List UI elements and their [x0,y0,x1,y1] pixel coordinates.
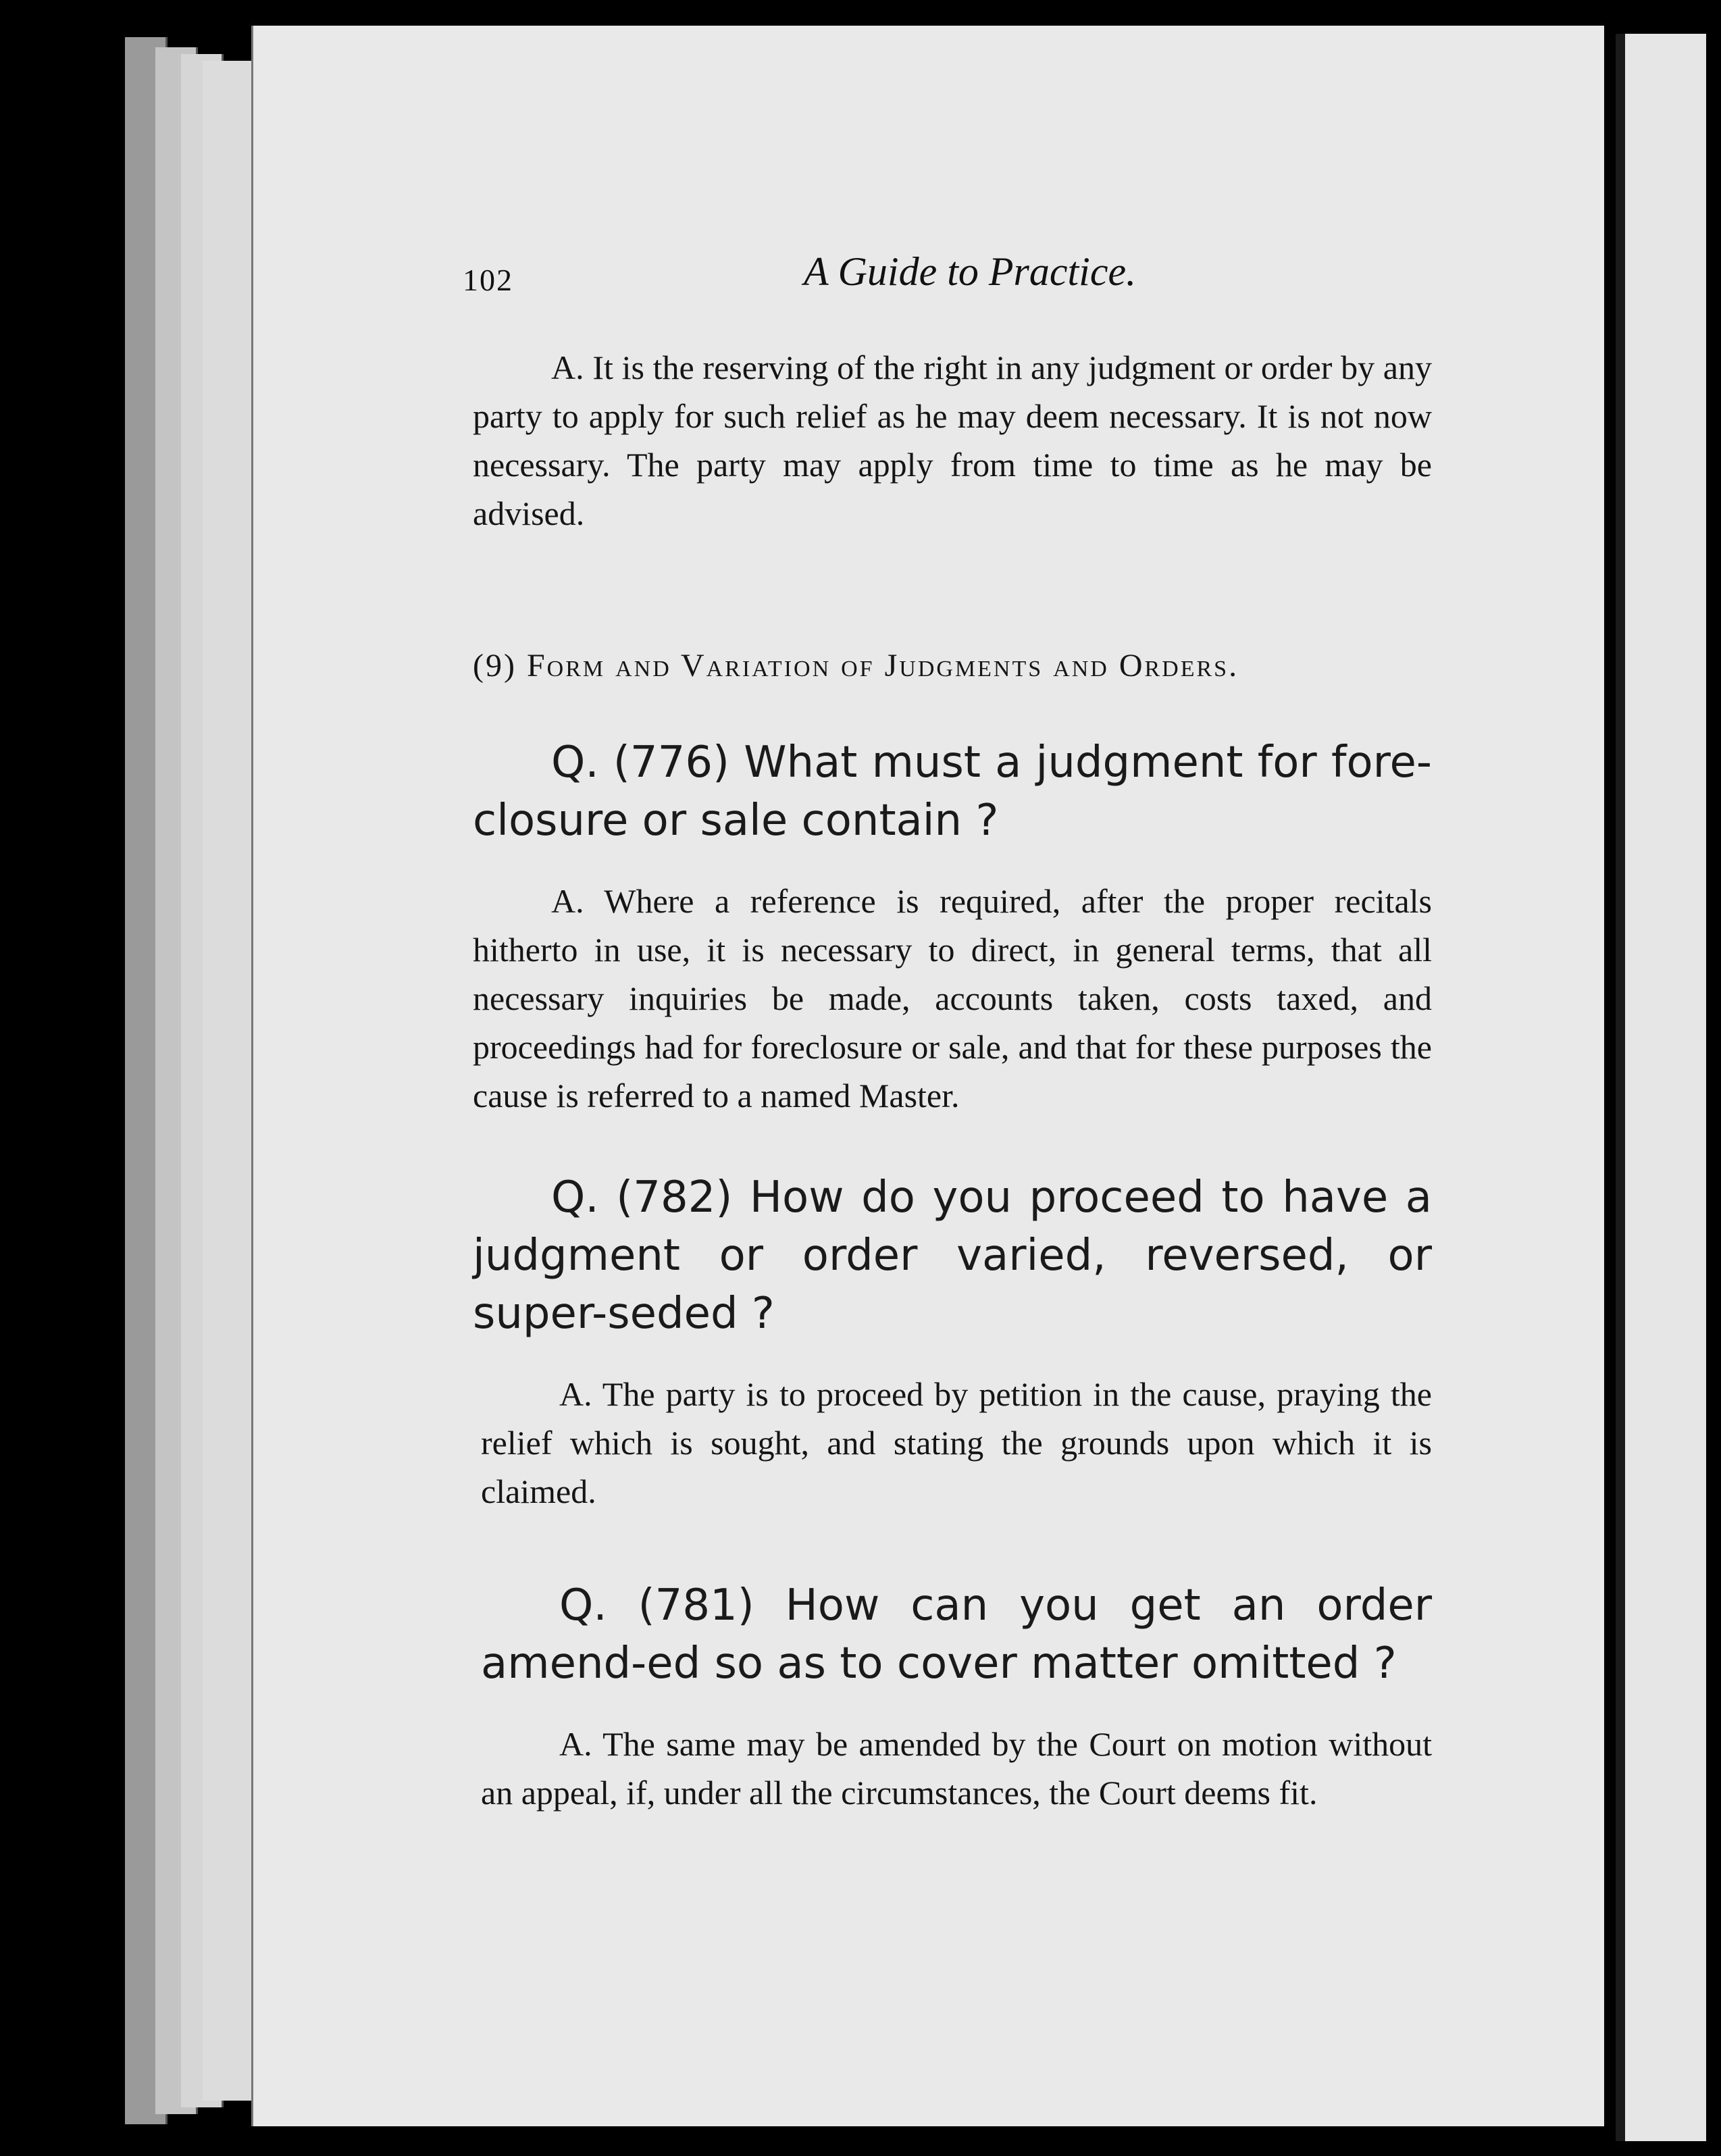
page-body [473,343,1432,1817]
page-edge [203,61,259,2101]
running-title: A Guide to Practice. [804,249,1137,294]
question-776: Q. (776) What must a judgment for fore-closure or sale contain ? [473,738,1432,846]
section-heading: (9) Form and Variation of Judgments and Orders. [473,648,1239,684]
answer-782: A. The party is to proceed by petition in the cause, praying the relief which is sought, and stating the grounds upon which it is claimed. [481,1375,1432,1510]
answer-781: A. The same may be amended by the Court on motion without an appeal, if, under all the circumstances, the Court deems fit. [481,1725,1432,1812]
answer-776: A. Where a reference is required, after the proper recitals hitherto in use, it is necessary to direct, in general terms, that all necessary inquiries be made, accounts taken, costs taxed, and proceedings had for foreclosure or sale, and that for these purposes the cause is referred to a named Master. [473,882,1432,1114]
book-page [251,26,1604,2126]
intro-answer: A. It is the reserving of the right in any judgment or order by any party to apply for such relief as he may deem necessary. It is not now necessary. The party may apply from time to time as he may be advised. [473,349,1432,532]
question-781: Q. (781) How can you get an order amend-ed so as to cover matter omitted ? [481,1581,1432,1689]
facing-page-edge [1616,34,1706,2141]
page-number: 102 [463,263,513,297]
question-782: Q. (782) How do you proceed to have a judgment or order varied, reversed, or super-seded ? [473,1173,1432,1339]
